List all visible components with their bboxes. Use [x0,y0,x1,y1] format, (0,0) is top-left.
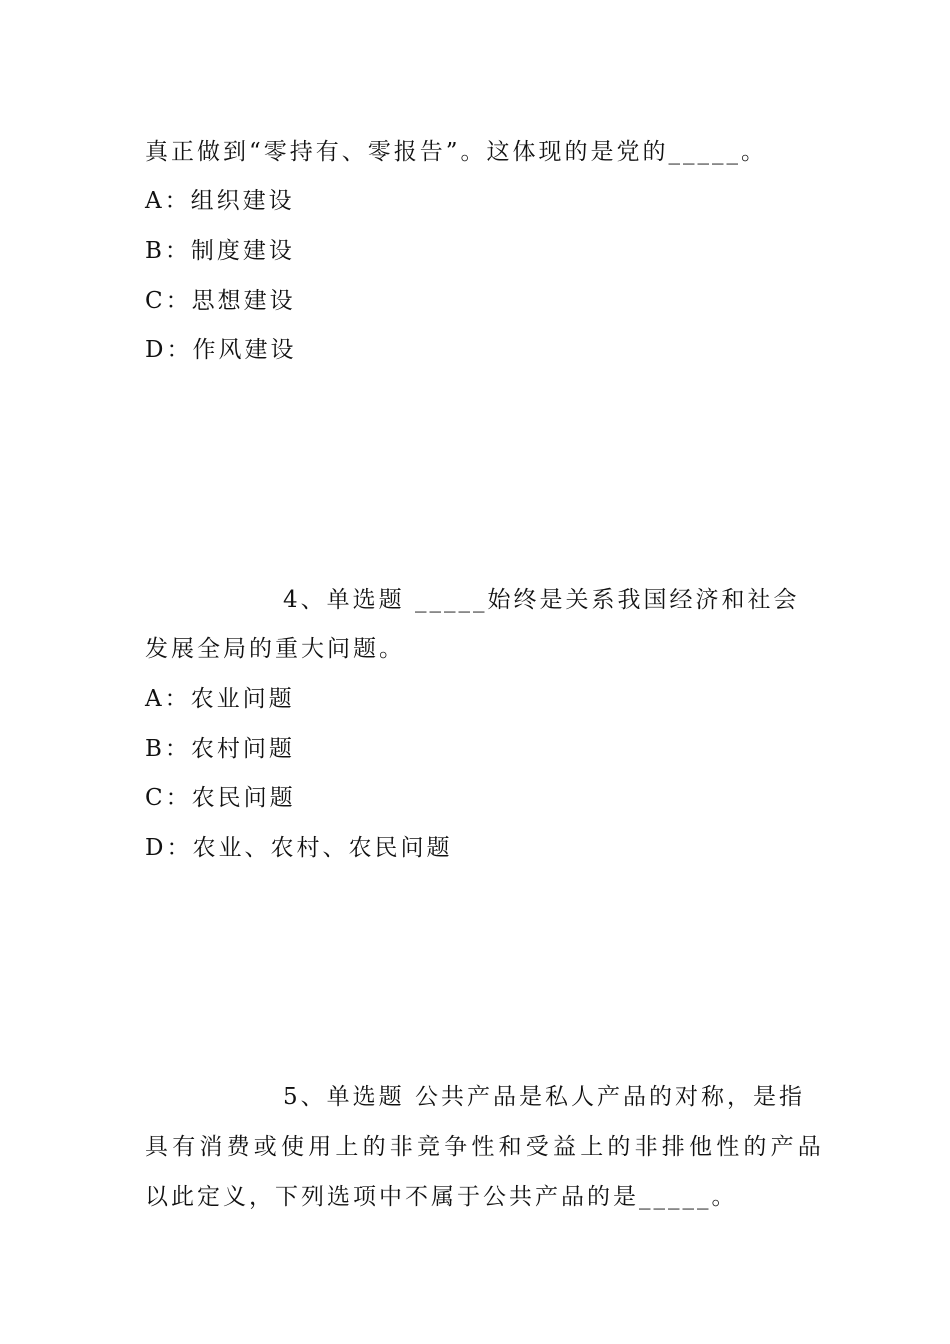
q5-stem-line-2: 以此定义，下列选项中不属于公共产品的是_____。 [145,1184,738,1210]
q4-header: 4、单选题 _____始终是关系我国经济和社会 [283,587,800,613]
q4-option-b: B：农村问题 [145,736,295,762]
q3-option-b: B：制度建设 [145,238,295,264]
q4-stem-text: 发展全局的重大问题。 [145,636,405,662]
q4-option-d: D：农业、农村、农民问题 [145,835,453,861]
q3-option-c: C：思想建设 [145,288,296,314]
q4-option-a: A：农业问题 [145,686,295,712]
q5-stem-line-1: 具有消费或使用上的非竞争性和受益上的非排他性的产品 [145,1134,825,1160]
q5-header: 5、单选题 公共产品是私人产品的对称，是指 [283,1084,805,1110]
q3-option-d: D：作风建设 [145,337,297,363]
q3-stem-text: 真正做到“零持有、零报告”。这体现的是党的_____。 [145,139,768,165]
q4-option-c: C：农民问题 [145,785,296,811]
q3-option-a: A：组织建设 [145,188,295,214]
